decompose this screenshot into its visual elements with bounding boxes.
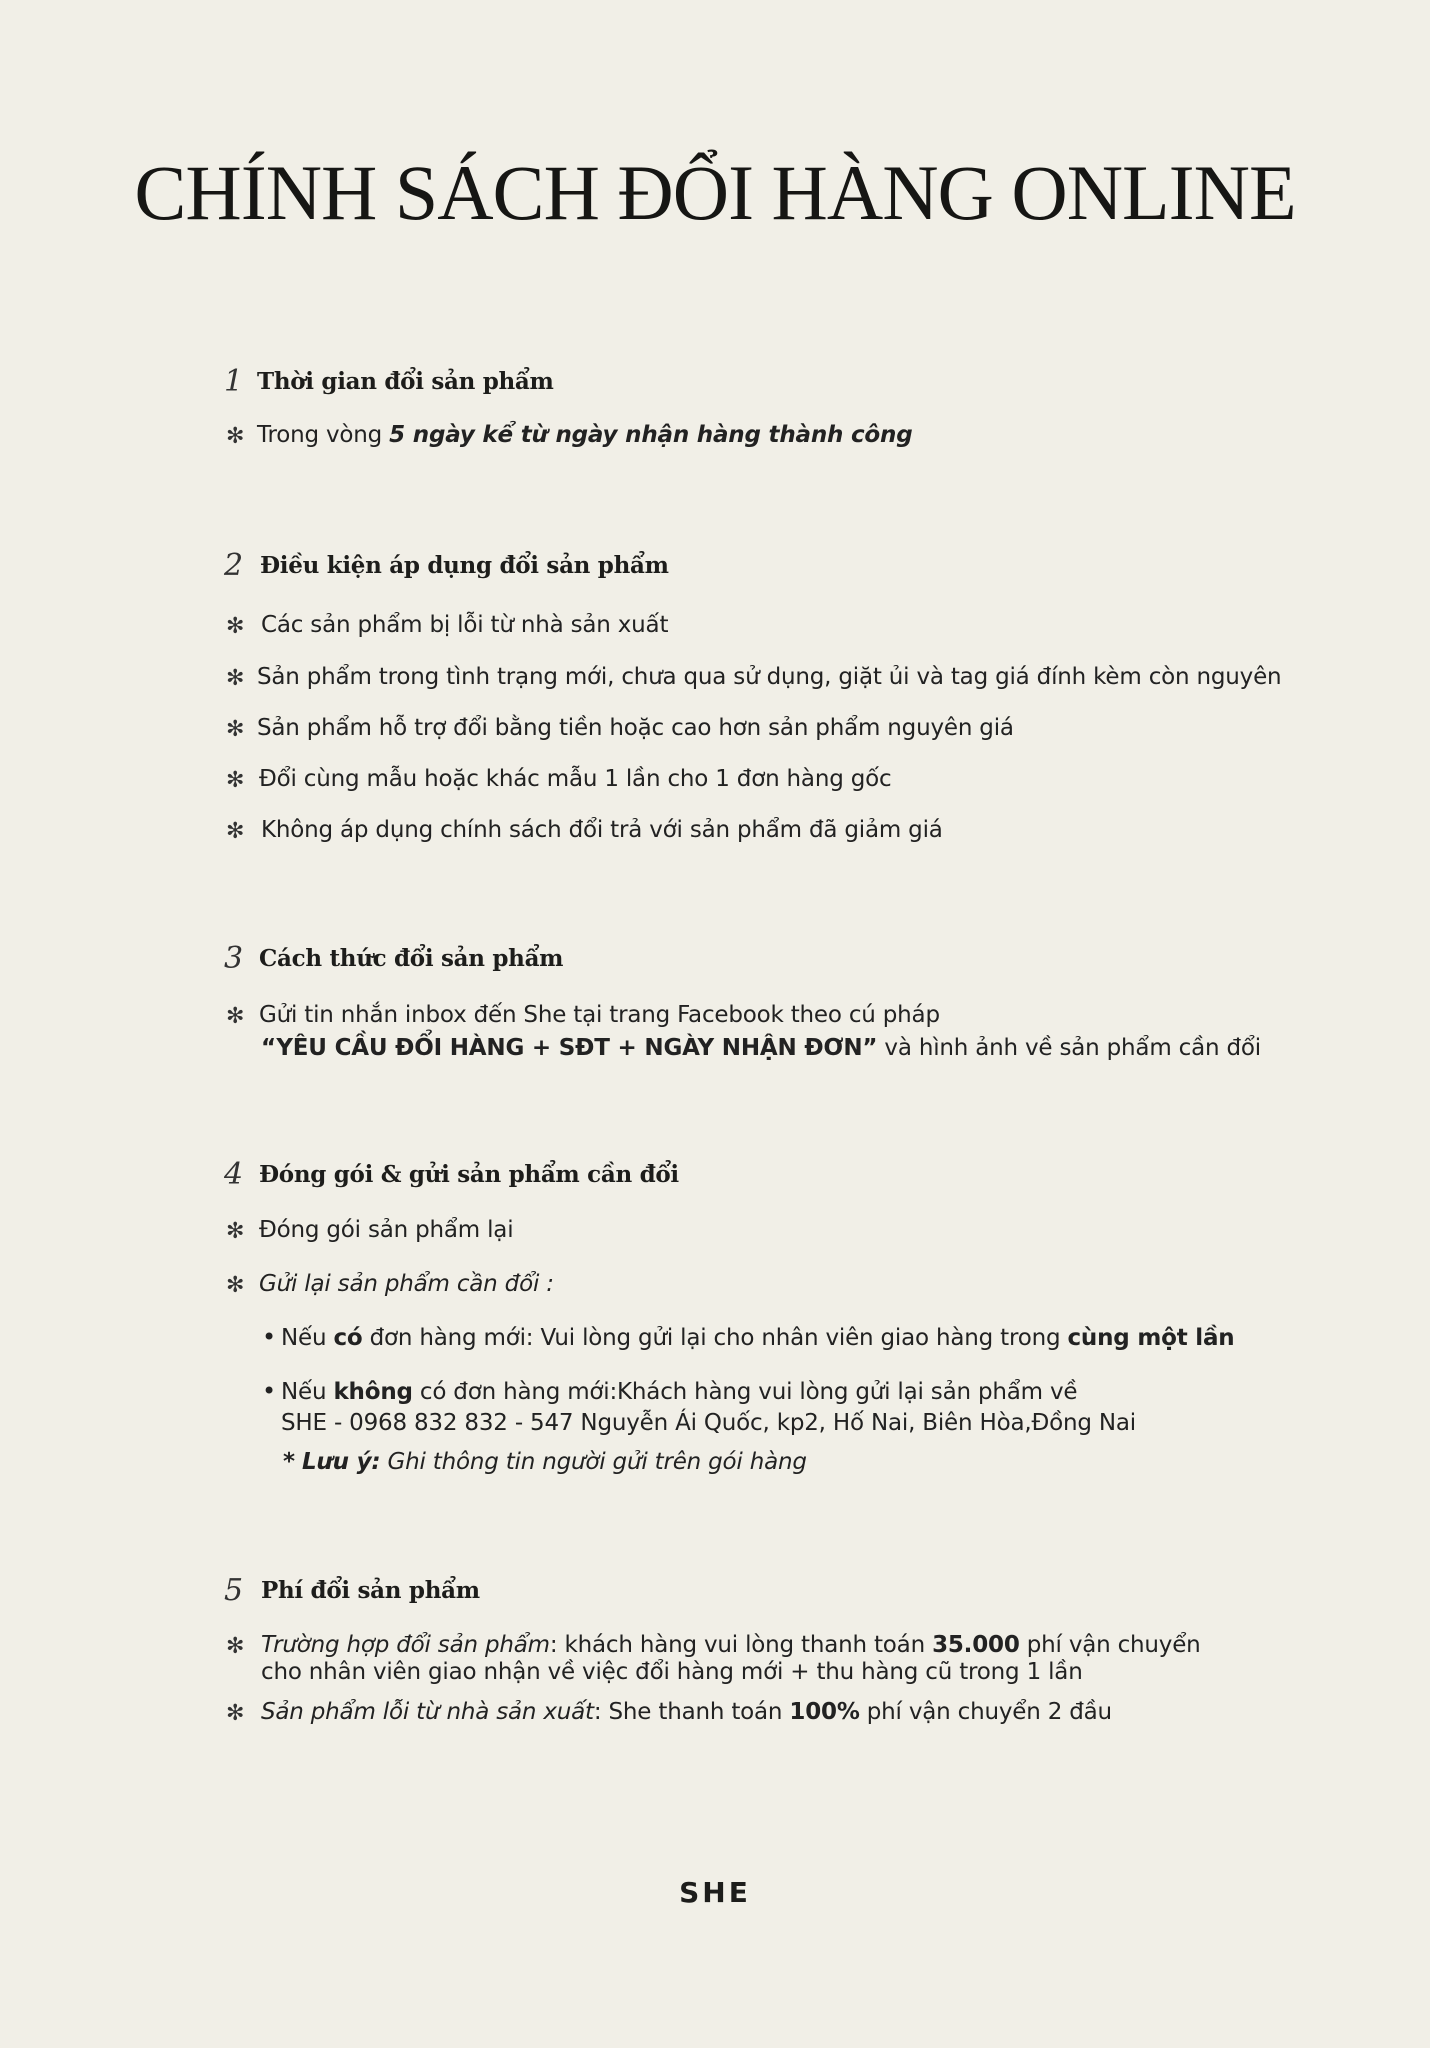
star-icon: ✻ (226, 1219, 245, 1244)
section-4-item: Đóng gói sản phẩm lại (259, 1217, 514, 1243)
section-3-heading: Cách thức đổi sản phẩm (259, 945, 564, 972)
star-icon: ✻ (226, 1634, 245, 1659)
section-2-item: Sản phẩm trong tình trạng mới, chưa qua sử dụng, giặt ủi và tag giá đính kèm còn nguyên (257, 664, 1282, 690)
section-1-number: 1 (224, 364, 244, 399)
section-2-item: Các sản phẩm bị lỗi từ nhà sản xuất (261, 612, 669, 638)
star-icon: ✻ (226, 717, 245, 742)
star-icon: ✻ (226, 819, 245, 844)
bullet-icon: • (262, 1323, 277, 1351)
section-5-item: Sản phẩm lỗi từ nhà sản xuất: She thanh toán 100% phí vận chuyển 2 đầu (261, 1699, 1112, 1725)
star-icon: ✻ (226, 424, 245, 449)
star-icon: ✻ (226, 1701, 245, 1726)
section-4-number: 4 (224, 1157, 244, 1192)
return-address: SHE - 0968 832 832 - 547 Nguyễn Ái Quốc, kp2, Hố Nai, Biên Hòa,Đồng Nai (281, 1410, 1136, 1436)
star-icon: ✻ (226, 768, 245, 793)
section-2-number: 2 (224, 548, 244, 583)
section-4-heading: Đóng gói & gửi sản phẩm cần đổi (259, 1161, 679, 1188)
note: * Lưu ý: Ghi thông tin người gửi trên gói hàng (283, 1449, 807, 1475)
section-1-item: Trong vòng 5 ngày kể từ ngày nhận hàng thành công (257, 422, 913, 448)
bullet-icon: • (262, 1377, 277, 1405)
section-2-item: Không áp dụng chính sách đổi trả với sản phẩm đã giảm giá (261, 817, 943, 843)
section-4-sub-item: Nếu có đơn hàng mới: Vui lòng gửi lại cho nhân viên giao hàng trong cùng một lần (281, 1325, 1235, 1351)
section-2-item: Đổi cùng mẫu hoặc khác mẫu 1 lần cho 1 đơn hàng gốc (259, 766, 892, 792)
section-5-number: 5 (224, 1573, 244, 1608)
section-1-heading: Thời gian đổi sản phẩm (257, 368, 554, 395)
section-4-item: Gửi lại sản phẩm cần đổi : (259, 1271, 554, 1297)
section-3-line-2: “YÊU CẦU ĐỔI HÀNG + SĐT + NGÀY NHẬN ĐƠN” và hình ảnh về sản phẩm cần đổi (261, 1035, 1261, 1061)
section-5-heading: Phí đổi sản phẩm (261, 1577, 480, 1604)
section-5-item: Trường hợp đổi sản phẩm: khách hàng vui lòng thanh toán 35.000 phí vận chuyển (261, 1632, 1201, 1658)
star-icon: ✻ (226, 666, 245, 691)
star-icon: ✻ (226, 1273, 245, 1298)
star-icon: ✻ (226, 1004, 245, 1029)
star-icon: ✻ (226, 614, 245, 639)
page-title: CHÍNH SÁCH ĐỔI HÀNG ONLINE (134, 149, 1296, 236)
section-2-heading: Điều kiện áp dụng đổi sản phẩm (260, 552, 669, 579)
section-5-item-line-2: cho nhân viên giao nhận về việc đổi hàng mới + thu hàng cũ trong 1 lần (261, 1659, 1083, 1685)
brand-footer: SHE (679, 1876, 751, 1909)
section-2-item: Sản phẩm hỗ trợ đổi bằng tiền hoặc cao hơn sản phẩm nguyên giá (257, 715, 1014, 741)
section-4-sub-item: Nếu không có đơn hàng mới:Khách hàng vui lòng gửi lại sản phẩm về (281, 1379, 1078, 1405)
section-3-line-1: Gửi tin nhắn inbox đến She tại trang Facebook theo cú pháp (259, 1002, 940, 1028)
section-3-number: 3 (224, 941, 244, 976)
